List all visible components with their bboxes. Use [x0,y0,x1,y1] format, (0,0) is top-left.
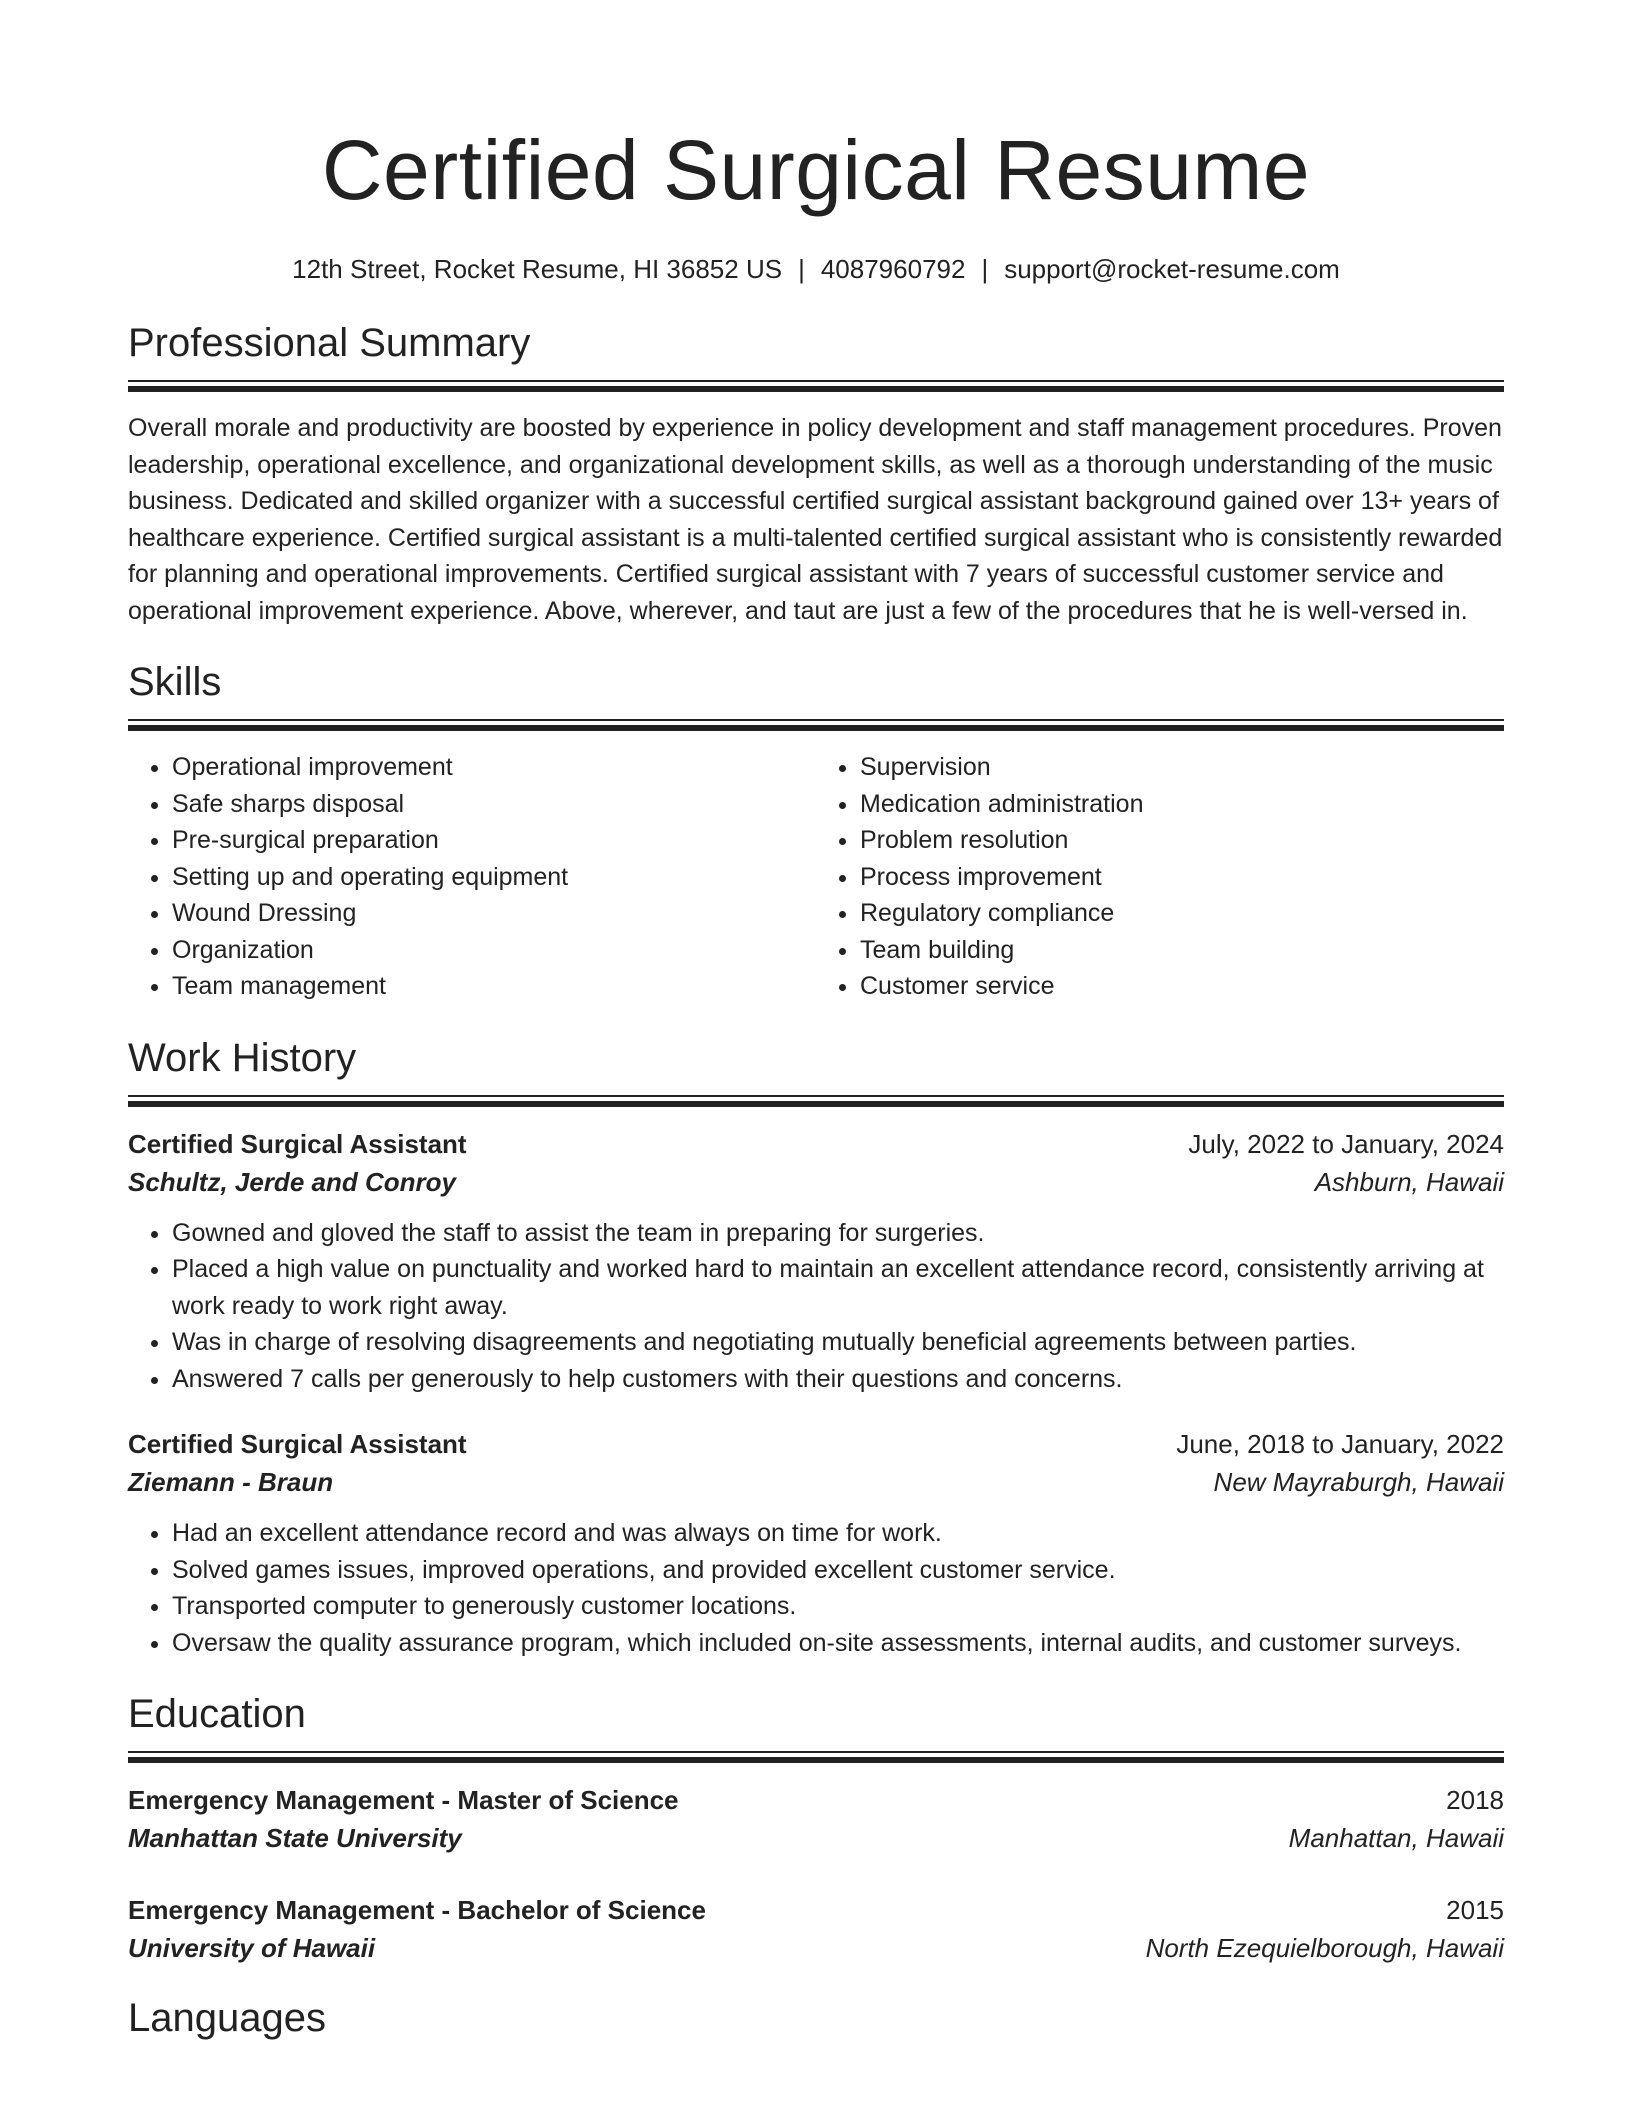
section-title-work-history: Work History [128,1035,357,1080]
education-year: 2018 [1446,1785,1504,1815]
skills-grid [128,749,1504,1005]
education-degree: Emergency Management - Bachelor of Science [128,1895,706,1925]
job-bullet: • Had an excellent attendance record and was always on time for work. [172,1515,1504,1552]
contact-line [128,252,1504,286]
section-divider [128,719,1504,731]
contact-separator: | [798,254,805,284]
skill-item: • Supervision [860,749,1504,786]
summary-text: Overall morale and productivity are boosted by experience in policy development and staff management procedures. Proven leadership, operational excellence, and organizational development skills, as well as a thorough understanding of the music business. Dedicated and skilled organizer with a successful certified surgical assistant background gained over 13+ years of healthcare experience. Certified surgical assistant is a multi-talented certified surgical assistant who is consistently rewarded for planning and operational improvements. Certified surgical assistant with 7 years of successful customer service and operational improvement experience. Above, wherever, and taut are just a few of the procedures that he is well-versed in. [128,414,1503,625]
education-location: Manhattan, Hawaii [1288,1823,1504,1853]
job-title: Certified Surgical Assistant [128,1429,467,1459]
skill-item: • Organization [172,932,816,969]
job-bullet: • Answered 7 calls per generously to help customers with their questions and concerns. [172,1361,1504,1398]
job-bullet: • Transported computer to generously customer locations. [172,1588,1504,1625]
job-header-row [128,1125,1504,1163]
languages-section [128,1993,1504,2043]
skills-list-right [816,749,1504,1005]
section-divider [128,380,1504,392]
job-bullet: • Was in charge of resolving disagreements and negotiating mutually beneficial agreements between parties. [172,1324,1504,1361]
skill-item: • Pre-surgical preparation [172,822,816,859]
education-header-row [128,1781,1504,1819]
job-bullets [128,1215,1504,1398]
job-employer: Ziemann - Braun [128,1467,334,1497]
section-divider [128,1095,1504,1107]
skill-item: • Safe sharps disposal [172,786,816,823]
job-dates: July, 2022 to January, 2024 [1188,1128,1504,1159]
section-title-education: Education [128,1692,306,1736]
education-location: North Ezequielborough, Hawaii [1145,1933,1504,1963]
job-entry [128,1125,1504,1398]
contact-email: support@rocket-resume.com [1004,254,1340,284]
education-entry [128,1891,1504,1967]
skill-item: • Wound Dressing [172,895,816,932]
job-dates: June, 2018 to January, 2022 [1176,1429,1504,1459]
job-employer-row [128,1163,1504,1201]
job-location: Ashburn, Hawaii [1314,1166,1504,1197]
section-divider [128,1751,1504,1763]
section-title-summary: Professional Summary [128,321,531,365]
job-bullet: • Solved games issues, improved operations, and provided excellent customer service. [172,1552,1504,1589]
skill-item: • Process improvement [860,859,1504,896]
education-degree: Emergency Management - Master of Science [128,1785,679,1815]
education-header-row [128,1891,1504,1929]
education-school-row [128,1929,1504,1967]
skill-item: • Medication administration [860,786,1504,823]
job-header-row [128,1425,1504,1463]
skill-item: • Problem resolution [860,822,1504,859]
skill-item: • Operational improvement [172,749,816,786]
skills-section [128,657,1504,1005]
education-year: 2015 [1446,1895,1504,1925]
work-history-section [128,1033,1504,1662]
job-bullets [128,1515,1504,1661]
resume-name: Certified Surgical Resume [321,123,1311,217]
job-location: New Mayraburgh, Hawaii [1213,1467,1504,1497]
education-section [128,1689,1504,1967]
skill-item: • Setting up and operating equipment [172,859,816,896]
education-school: Manhattan State University [128,1823,462,1853]
contact-address: 12th Street, Rocket Resume, HI 36852 US [292,254,783,284]
contact-separator: | [981,254,989,284]
skill-item: • Customer service [860,968,1504,1005]
skill-item: • Team building [860,932,1504,969]
skills-list-left [128,749,816,1005]
education-entry [128,1781,1504,1857]
skill-item: • Regulatory compliance [860,895,1504,932]
job-employer-row [128,1463,1504,1501]
education-school: University of Hawaii [128,1933,376,1963]
section-title-skills: Skills [128,660,222,704]
summary-section [128,318,1504,629]
job-bullet: • Oversaw the quality assurance program, which included on-site assessments, internal audits, and customer surveys. [172,1625,1504,1662]
job-title: Certified Surgical Assistant [128,1128,467,1159]
job-entry [128,1425,1504,1661]
job-bullet: • Placed a high value on punctuality and worked hard to maintain an excellent attendance record, consistently arriving at work ready to work right away. [172,1251,1504,1324]
section-title-languages: Languages [128,1996,326,2040]
skill-item: • Team management [172,968,816,1005]
job-bullet: • Gowned and gloved the staff to assist the team in preparing for surgeries. [172,1215,1504,1252]
job-employer: Schultz, Jerde and Conroy [128,1166,456,1197]
contact-phone: 4087960792 [820,254,966,284]
education-school-row [128,1819,1504,1857]
